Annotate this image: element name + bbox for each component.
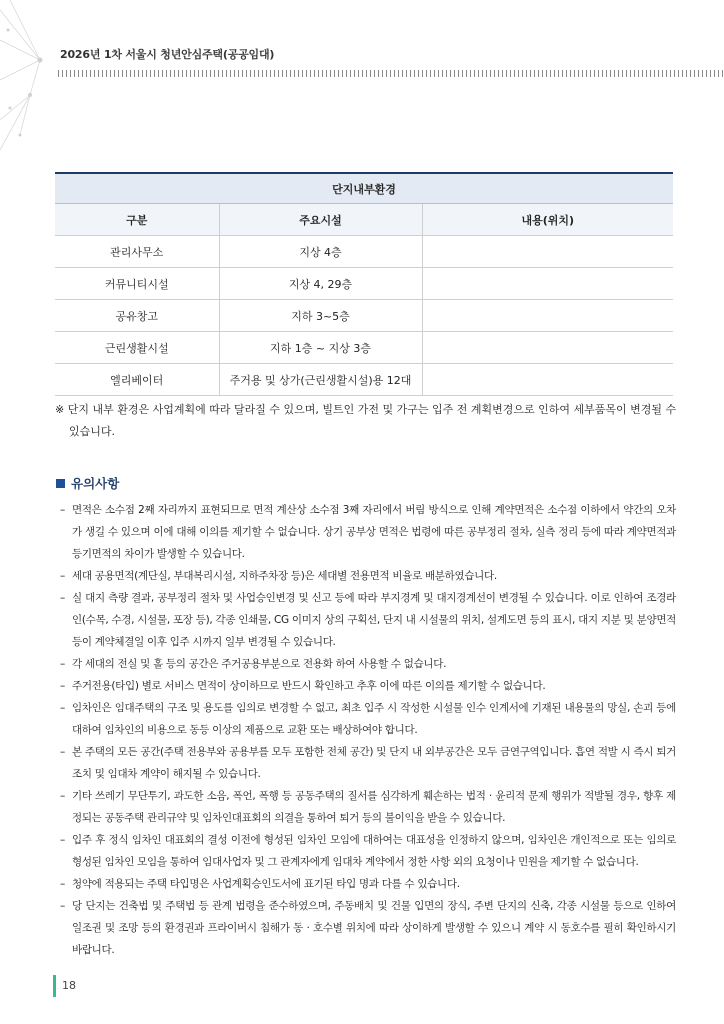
caution-section-heading [56, 474, 119, 492]
table-row [55, 236, 673, 268]
table-row [55, 300, 673, 332]
list-item: – 기타 쓰레기 무단투기, 과도한 소음, 폭언, 폭행 등 공동주택의 질서를 심각하게 훼손하는 법적 · 윤리적 문제 행위가 적발될 경우, 향후 제정되는 공동주택 관리규약 및 임차인대표회의 의결을 통하여 퇴거 등의 불이익을 받을 수 있습니다. [56, 785, 676, 829]
dash-icon: – [60, 504, 65, 516]
dash-icon: – [60, 834, 65, 846]
list-item: – 청약에 적용되는 주택 타입명은 사업계획승인도서에 표기된 타입 명과 다를 수 있습니다. [56, 873, 676, 895]
cell-category: 관리사무소 [55, 236, 219, 268]
column-header-category: 구분 [55, 204, 219, 236]
list-item: – 입주 후 정식 임차인 대표회의 결성 이전에 형성된 임차인 모임에 대하여는 대표성을 인정하지 않으며, 임차인은 개인적으로 또는 임의로 형성된 임차인 모임을 통하여 임대사업자 및 그 관계자에게 임대차 계약에서 정한 사항 외의 요청이나 민원을 제기할 수 없습니다. [56, 829, 676, 873]
dash-icon: – [60, 702, 65, 714]
complex-environment-table [55, 172, 673, 396]
cell-facility: 지상 4, 29층 [219, 268, 422, 300]
dash-icon: – [60, 658, 65, 670]
dash-icon: – [60, 878, 65, 890]
cell-facility: 지하 3~5층 [219, 300, 422, 332]
caution-list [56, 499, 676, 961]
table-row [55, 268, 673, 300]
table-footnote: ※ 단지 내부 환경은 사업계획에 따라 달라질 수 있으며, 빌트인 가전 및 가구는 입주 전 계획변경으로 인하여 세부품목이 변경될 수 있습니다. [55, 403, 677, 438]
list-item: – 당 단지는 건축법 및 주택법 등 관계 법령을 준수하였으며, 주동배치 및 건물 입면의 장식, 주변 단지의 신축, 각종 시설물 등으로 인하여 일조권 및 조망 등의 환경권과 프라이버시 침해가 동 · 호수별 위치에 따라 상이하게 발생할 수 있으니 계약 시 동호수를 필히 확인하시기 바랍니다. [56, 895, 676, 961]
cell-location [422, 332, 673, 364]
cell-category: 근린생활시설 [55, 332, 219, 364]
cell-location [422, 300, 673, 332]
table-row [55, 332, 673, 364]
document-header-title: 2026년 1차 서울시 청년안심주택(공공임대) [60, 48, 275, 61]
dash-icon: – [60, 900, 65, 912]
list-item: – 각 세대의 전실 및 홀 등의 공간은 주거공용부분으로 전용화 하여 사용할 수 없습니다. [56, 653, 676, 675]
column-header-facility: 주요시설 [219, 204, 422, 236]
cell-category: 커뮤니티시설 [55, 268, 219, 300]
cell-facility: 지상 4층 [219, 236, 422, 268]
list-item: – 면적은 소수점 2째 자리까지 표현되므로 면적 계산상 소수점 3째 자리에서 버림 방식으로 인해 계약면적은 소수점 이하에서 약간의 오차가 생길 수 있으며 이에 대해 이의를 제기할 수 없습니다. 상기 공부상 면적은 법령에 따른 공부정리 절차, 실측 정리 등에 따라 계약면적과 등기면적의 차이가 발생할 수 있습니다. [56, 499, 676, 565]
header-hatch-divider [58, 70, 724, 77]
cell-category: 엘리베이터 [55, 364, 219, 396]
dash-icon: – [60, 570, 65, 582]
corner-network-decoration [0, 0, 90, 160]
cell-location [422, 268, 673, 300]
page-number-accent-bar [53, 975, 56, 997]
dash-icon: – [60, 592, 65, 604]
table-row [55, 364, 673, 396]
list-item: – 세대 공용면적(계단실, 부대복리시설, 지하주차장 등)은 세대별 전용면적 비율로 배분하였습니다. [56, 565, 676, 587]
caution-title: 유의사항 [71, 476, 120, 491]
dash-icon: – [60, 746, 65, 758]
dash-icon: – [60, 790, 65, 802]
list-item: – 주거전용(타입) 별로 서비스 면적이 상이하므로 반드시 확인하고 추후 이에 따른 이의를 제기할 수 없습니다. [56, 675, 676, 697]
list-item: – 임차인은 임대주택의 구조 및 용도를 임의로 변경할 수 없고, 최초 입주 시 작성한 시설물 인수 인계서에 기재된 내용물의 망실, 손괴 등에 대하여 임차인의 비용으로 동등 이상의 제품으로 교환 또는 배상하여야 합니다. [56, 697, 676, 741]
table-caption: 단지내부환경 [55, 173, 673, 204]
column-header-location: 내용(위치) [422, 204, 673, 236]
cell-location [422, 364, 673, 396]
cell-facility: 지하 1층 ~ 지상 3층 [219, 332, 422, 364]
list-item: – 본 주택의 모든 공간(주택 전용부와 공용부를 모두 포함한 전체 공간) 및 단지 내 외부공간은 모두 금연구역입니다. 흡연 적발 시 즉시 퇴거조치 및 임대차 계약이 해지될 수 있습니다. [56, 741, 676, 785]
cell-facility: 주거용 및 상가(근린생활시설)용 12대 [219, 364, 422, 396]
page-number: 18 [62, 979, 76, 992]
cell-location [422, 236, 673, 268]
dash-icon: – [60, 680, 65, 692]
square-bullet-icon [56, 479, 65, 488]
cell-category: 공유창고 [55, 300, 219, 332]
list-item: – 실 대지 측량 결과, 공부정리 절차 및 사업승인변경 및 신고 등에 따라 부지경계 및 대지경계선이 변경될 수 있습니다. 이로 인하여 조경라인(수목, 수경, 시설물, 포장 등), 각종 인쇄물, CG 이미지 상의 구획선, 단지 내 시설물의 위치, 설계도면 등의 표시, 대지 지분 및 분양면적 등이 계약체결일 이후 입주 시까지 일부 변경될 수 있습니다. [56, 587, 676, 653]
